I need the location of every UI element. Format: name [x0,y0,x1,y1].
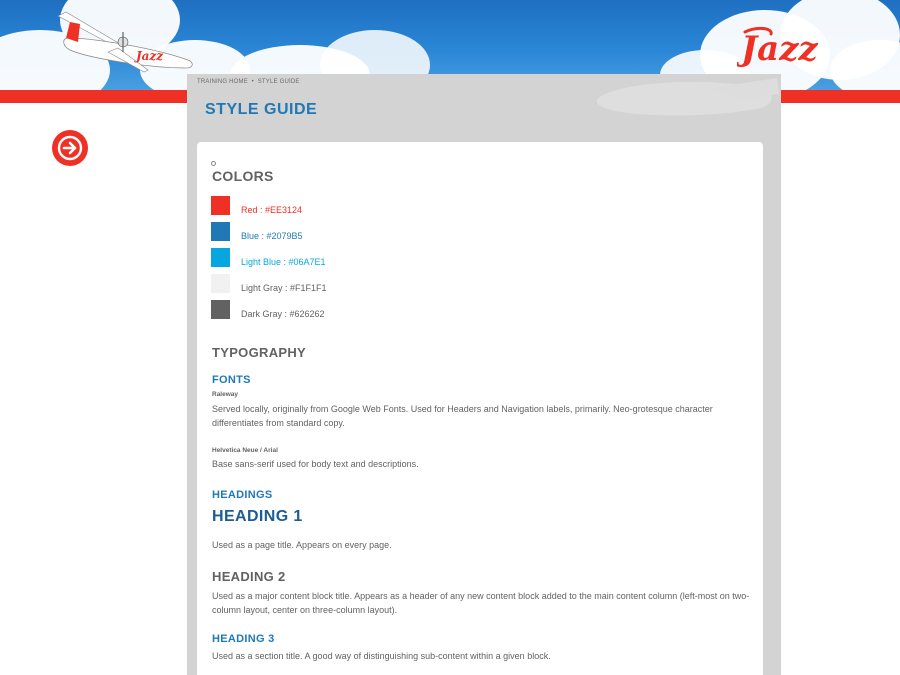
swatch-label-blue: Blue : #2079B5 [241,231,303,241]
font-description-helvetica: Base sans-serif used for body text and descriptions. [212,459,419,469]
font-name-helvetica: Helvetica Neue / Arial [212,447,278,454]
swatch-light-gray [211,274,230,293]
arrow-right-circle-icon [57,135,83,161]
heading2-sample: HEADING 2 [212,569,286,584]
breadcrumb-separator: • [251,79,254,85]
content-card [197,142,763,675]
heading3-sample: HEADING 3 [212,633,275,645]
swatch-label-dark-gray: Dark Gray : #626262 [241,309,325,319]
faded-airplane-illustration [591,74,781,134]
svg-text:Jazz: Jazz [136,49,164,63]
font-description-raleway: Served locally, originally from Google Web Fonts. Used for Headers and Navigation labels, primarily. Neo-grotesque character differentiates from standard copy. [212,404,713,428]
content-frame [187,74,781,675]
typography-heading: TYPOGRAPHY [212,345,307,360]
swatch-light-blue [211,248,230,267]
svg-text:Jazz: Jazz [741,29,818,69]
page-title: STYLE GUIDE [205,101,318,118]
swatch-blue [211,222,230,241]
swatch-red [211,196,230,215]
swatch-label-light-blue: Light Blue : #06A7E1 [241,257,326,267]
swatch-label-red: Red : #EE3124 [241,205,303,215]
font-name-raleway: Raleway [212,391,239,398]
breadcrumb-current: STYLE GUIDE [257,79,300,85]
airplane-illustration [48,8,198,78]
heading2-description: Used as a major content block title. Appears as a header of any new content block added to the main content column (left-most on two-column layout, center on three-column layout). [212,591,750,615]
breadcrumb-home-link[interactable]: TRAINING HOME [197,79,248,85]
collapse-dot-icon[interactable] [211,161,216,166]
heading3-description: Used as a section title. A good way of distinguishing sub-content within a given block. [212,651,551,661]
heading1-description: Used as a page title. Appears on every page. [212,540,392,550]
breadcrumb [197,79,300,85]
jazz-logo[interactable] [737,22,862,70]
swatch-label-light-gray: Light Gray : #F1F1F1 [241,283,327,293]
fonts-heading: FONTS [212,374,251,386]
colors-heading: COLORS [212,168,274,184]
heading1-sample: HEADING 1 [212,508,303,525]
headings-heading: HEADINGS [212,489,273,501]
swatch-dark-gray [211,300,230,319]
next-button[interactable] [52,130,88,166]
